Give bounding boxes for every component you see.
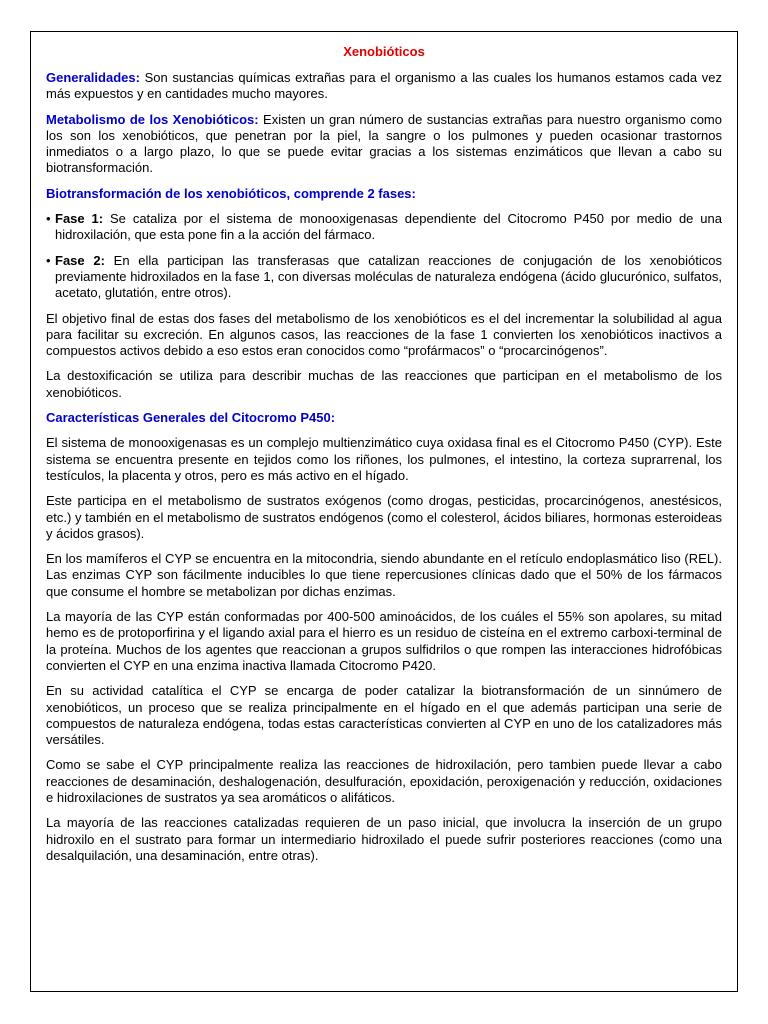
paragraph-destoxificacion: La destoxificación se utiliza para describir muchas de las reacciones que participan en el metabolismo de los xenobióticos.	[46, 368, 722, 400]
paragraph-cyp-1: El sistema de monooxigenasas es un complejo multienzimático cuya oxidasa final es el Citocromo P450 (CYP). Este sistema se encuentra presente en tejidos como los riñones, los pulmones, el intestino, la corteza suprarrenal, los testículos, la placenta y otros, pero es más activo en el hígado.	[46, 435, 722, 483]
document-page	[30, 31, 738, 992]
list-item-fase-2	[46, 253, 722, 302]
list-item-fase-1	[46, 211, 722, 244]
document-title: Xenobióticos	[343, 44, 425, 59]
paragraph-cyp-7: La mayoría de las reacciones catalizadas requieren de un paso inicial, que involucra la inserción de un grupo hidroxilo en el sustrato para formar un intermediario hidroxilado el puede sufrir posteriores reacciones (como una desalquilación, una desaminación, entre otras).	[46, 815, 722, 863]
heading-biotransformacion: Biotransformación de los xenobióticos, comprende 2 fases:	[46, 185, 416, 201]
paragraph-cyp-2: Este participa en el metabolismo de sustratos exógenos (como drogas, pesticidas, procarcinógenos, anestésicos, etc.) y también en el metabolismo de sustratos endógenos (como el colesterol, ácidos biliares, hormonas esteroideas y ácidos grasos).	[46, 493, 722, 541]
fase-1-text: Se cataliza por el sistema de monooxigenasas dependiente del Citocromo P450 por medio de una hidroxilación, que esta pone fin a la acción del fármaco.	[55, 211, 722, 243]
paragraph-metabolismo	[46, 112, 722, 177]
fase-2-label: Fase 2:	[55, 252, 105, 268]
heading-generalidades: Generalidades:	[46, 70, 140, 85]
bullet-icon: •	[46, 252, 51, 268]
text-generalidades: Son sustancias químicas extrañas para el organismo a las cuales los humanos estamos cada vez más expuestos y en cantidades mucho mayores.	[46, 70, 722, 102]
paragraph-cyp-5: En su actividad catalítica el CYP se encarga de poder catalizar la biotransformación de un sinnúmero de xenobióticos, un proceso que se realiza principalmente en el hígado en el que además participan una serie de compuestos de naturaleza endógena, todas estas características convierten al CYP en uno de los catalizadores más versátiles.	[46, 683, 722, 748]
heading-caracteristicas: Características Generales del Citocromo P450:	[46, 410, 336, 426]
fase-1-label: Fase 1:	[55, 211, 104, 227]
paragraph-cyp-3: En los mamíferos el CYP se encuentra en la mitocondria, siendo abundante en el retículo endoplasmático liso (REL). Las enzimas CYP son fácilmente inducibles lo que tiene repercusiones clínicas dado que el 50% de los fármacos que consume el hombre se metabolizan por dichas enzimas.	[46, 551, 722, 599]
text-metabolismo: Existen un gran número de sustancias extrañas para nuestro organismo como los son los xenobióticos, que penetran por la piel, la sangre o los pulmones y pueden ocasionar trastornos inmediatos o a largo plazo, lo que se puede evitar gracias a los sistemas enzimáticos que llevan a cabo su biotransformación.	[46, 111, 722, 176]
bullet-icon: •	[46, 211, 51, 227]
paragraph-cyp-4: La mayoría de las CYP están conformadas por 400-500 aminoácidos, de los cuáles el 55% son apolares, su mitad hemo es de protoporfirina y el ligando axial para el hierro es un residuo de cisteína en el extremo carboxi-terminal de la proteína. Muchos de los agentes que reaccionan a grupos sulfidrilos o que rompen las interacciones hidrofóbicas convierten el CYP en una enzima inactiva llamada Citocromo P420.	[46, 609, 722, 673]
fase-2-text: En ella participan las transferasas que catalizan reacciones de conjugación de los xenobióticos previamente hidroxilados en la fase 1, con diversas moléculas de naturaleza endógena (ácido glucurónico, sulfatos, acetato, glutatión, entre otros).	[55, 252, 722, 301]
heading-metabolismo: Metabolismo de los Xenobióticos:	[46, 111, 259, 127]
paragraph-cyp-6: Como se sabe el CYP principalmente realiza las reacciones de hidroxilación, pero tambien puede llevar a cabo reacciones de desaminación, deshalogenación, desulfuración, epoxidación, peroxigenación y reducción, oxidaciones e hidroxilaciones de sustratos ya sea aromáticos o alifáticos.	[46, 757, 722, 805]
paragraph-generalidades	[46, 70, 722, 103]
paragraph-objetivo: El objetivo final de estas dos fases del metabolismo de los xenobióticos es el del incrementar la solubilidad al agua para facilitar su excreción. En algunos casos, las reacciones de la fase 1 convierten los xenobióticos inactivos a compuestos activos debido a eso estos eran conocidos como “profármacos” o “procarcinógenos”.	[46, 310, 722, 359]
